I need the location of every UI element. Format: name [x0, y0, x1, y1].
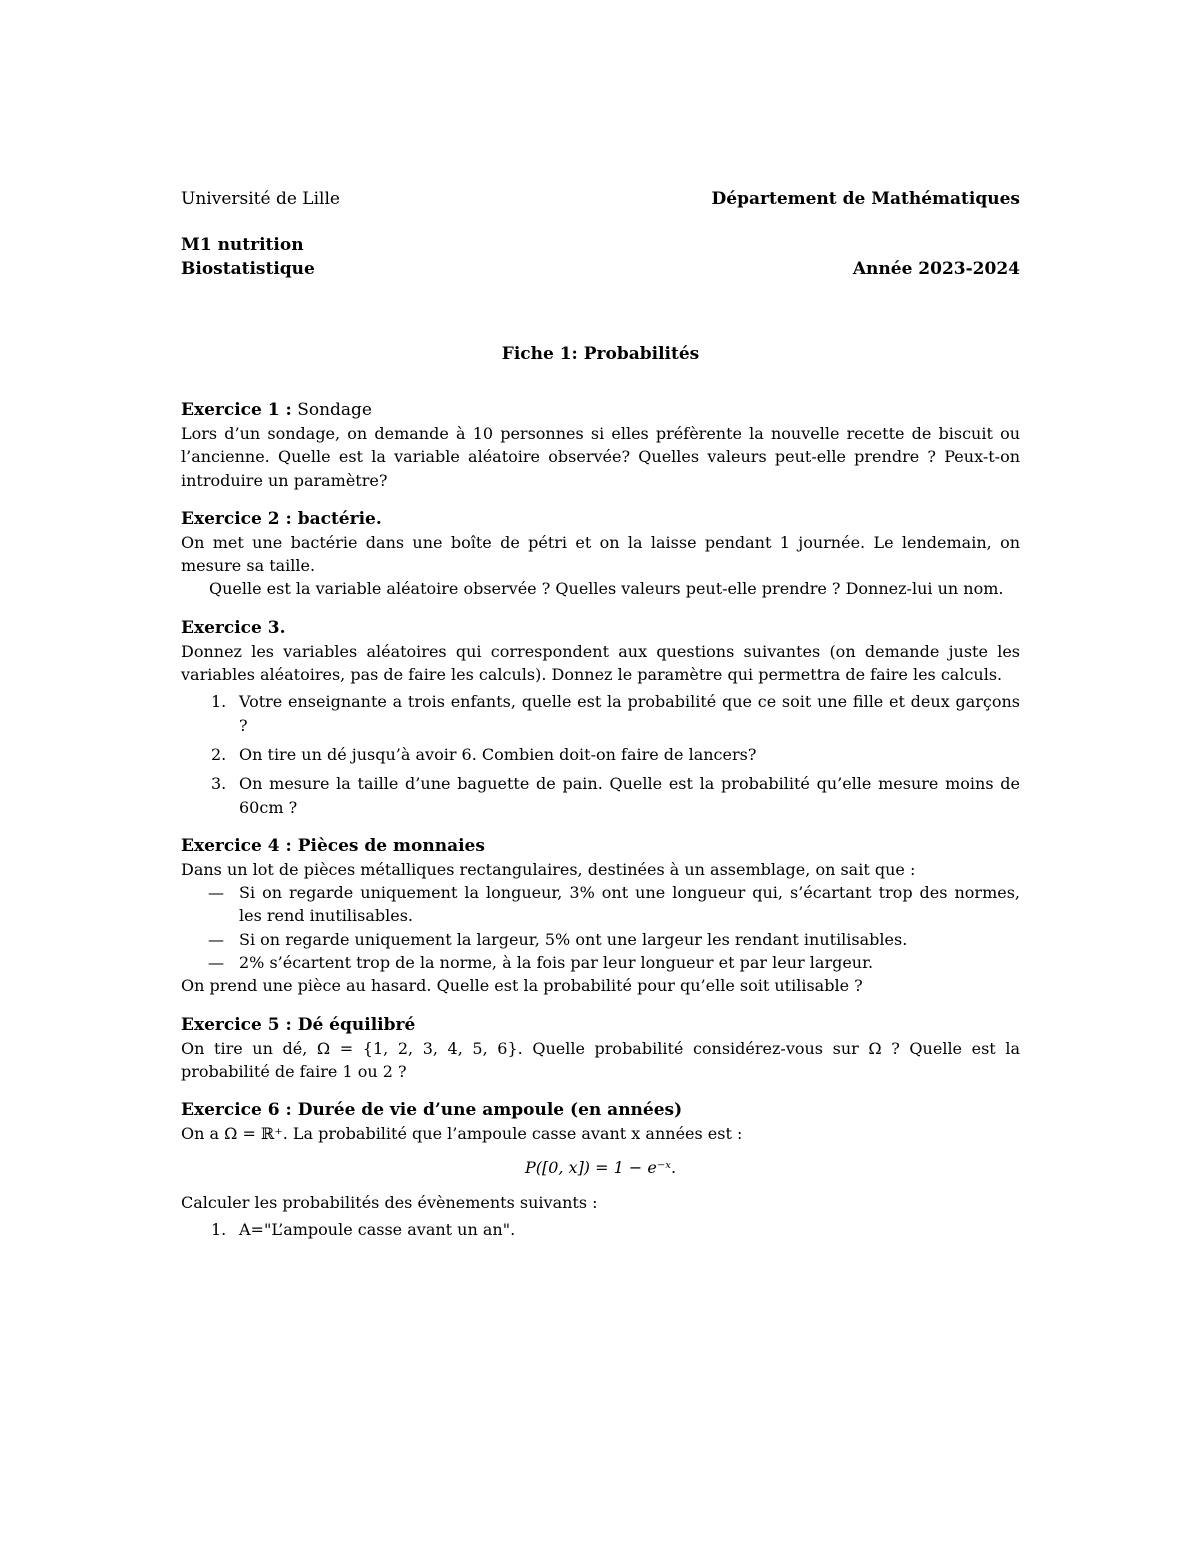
university-name: Université de Lille: [181, 189, 340, 209]
exercise-2-text-1: On met une bactérie dans une boîte de pétri et on la laisse pendant 1 journée. Le lendemain, on mesure sa taille.: [181, 532, 1020, 576]
list-item: [181, 772, 1020, 819]
list-item: [181, 881, 1020, 928]
exercise-3-title: Exercice 3.: [181, 617, 286, 638]
exercise-list: [181, 398, 1020, 1256]
dash-marker: —: [208, 929, 224, 949]
exercise-1-title: [181, 398, 1020, 422]
exercise-1-name: Sondage: [291, 400, 372, 420]
exercise-1-label: Exercice 1 :: [181, 400, 292, 420]
list-item: [181, 1218, 1020, 1241]
exercise-4-title: Exercice 4 : Pièces de monnaies: [181, 835, 485, 856]
program-name: M1 nutrition: [181, 235, 304, 255]
item-text: Si on regarde uniquement la largeur, 5% ont une largeur les rendant inutilisables.: [239, 929, 908, 949]
list-item: [181, 951, 1020, 974]
item-text: On mesure la taille d’une baguette de pain. Quelle est la probabilité qu’elle mesure moins de 60cm ?: [239, 774, 1020, 817]
exercise-6: [181, 1098, 1020, 1241]
header-row-2: [181, 233, 1020, 257]
exercise-4: [181, 834, 1020, 998]
exercise-5-text: On tire un dé, Ω = {1, 2, 3, 4, 5, 6}. Quelle probabilité considérez-vous sur Ω ? Quelle est la probabilité de faire 1 ou 2 ?: [181, 1038, 1020, 1081]
exercise-1: [181, 398, 1020, 492]
academic-year: Année 2023-2024: [852, 259, 1020, 279]
dash-marker: —: [208, 883, 224, 903]
item-number: 3.: [211, 774, 227, 794]
dash-marker: —: [208, 953, 224, 973]
exercise-4-intro: Dans un lot de pièces métalliques rectangulaires, destinées à un assemblage, on sait que :: [181, 859, 916, 879]
item-text: On tire un dé jusqu’à avoir 6. Combien doit-on faire de lancers?: [239, 744, 757, 764]
exercise-3: [181, 616, 1020, 819]
exercise-6-events: [181, 1218, 1020, 1241]
item-number: 1.: [211, 1220, 227, 1240]
course-name: Biostatistique: [181, 259, 315, 279]
exercise-4-conditions: [181, 881, 1020, 974]
item-text: Si on regarde uniquement la longueur, 3% ont une longueur qui, s’écartant trop des normes, les rend inutilisables.: [239, 883, 1020, 926]
exercise-6-instruction: Calculer les probabilités des évènements suivants :: [181, 1192, 598, 1212]
exercise-5: [181, 1013, 1020, 1084]
exercise-5-title: Exercice 5 : Dé équilibré: [181, 1014, 416, 1035]
exercise-1-text: Lors d’un sondage, on demande à 10 personnes si elles préfèrente la nouvelle recette de biscuit ou l’ancienne. Quelle est la variable aléatoire observée? Quelles valeurs peut-elle prendre ? Peux-t-on introduire un paramètre?: [181, 424, 1020, 490]
exercise-3-questions: [181, 690, 1020, 818]
exercise-3-text: Donnez les variables aléatoires qui correspondent aux questions suivantes (on demande juste les variables aléatoires, pas de faire les calculs). Donnez le paramètre qui permettra de faire les calculs.: [181, 641, 1020, 685]
item-number: 2.: [211, 744, 227, 764]
header-row-3: [181, 257, 1020, 281]
list-item: [181, 743, 1020, 766]
exercise-2: [181, 507, 1020, 601]
department-name: Département de Mathématiques: [711, 189, 1020, 209]
list-item: [181, 690, 1020, 737]
probability-formula: P([0, x]) = 1 − e⁻ˣ.: [524, 1157, 677, 1177]
item-number: 1.: [211, 692, 227, 712]
item-text: Votre enseignante a trois enfants, quelle est la probabilité que ce soit une fille et deux garçons ?: [239, 692, 1020, 735]
exercise-4-outro: On prend une pièce au hasard. Quelle est la probabilité pour qu’elle soit utilisable ?: [181, 976, 863, 996]
item-text: A="L’ampoule casse avant un an".: [239, 1220, 516, 1240]
exercise-6-title: Exercice 6 : Durée de vie d’une ampoule (en années): [181, 1100, 683, 1121]
page-title: Fiche 1: Probabilités: [501, 344, 700, 364]
list-item: [181, 928, 1020, 951]
header-row-1: [181, 187, 1020, 211]
item-text: 2% s’écartent trop de la norme, à la fois par leur longueur et par leur largeur.: [239, 953, 874, 973]
exercise-2-title: Exercice 2 : bactérie.: [181, 508, 382, 529]
exercise-6-text: On a Ω = ℝ⁺. La probabilité que l’ampoule casse avant x années est :: [181, 1124, 743, 1144]
exercise-2-text-2: Quelle est la variable aléatoire observée ? Quelles valeurs peut-elle prendre ? Donnez-lui un nom.: [209, 579, 1004, 599]
